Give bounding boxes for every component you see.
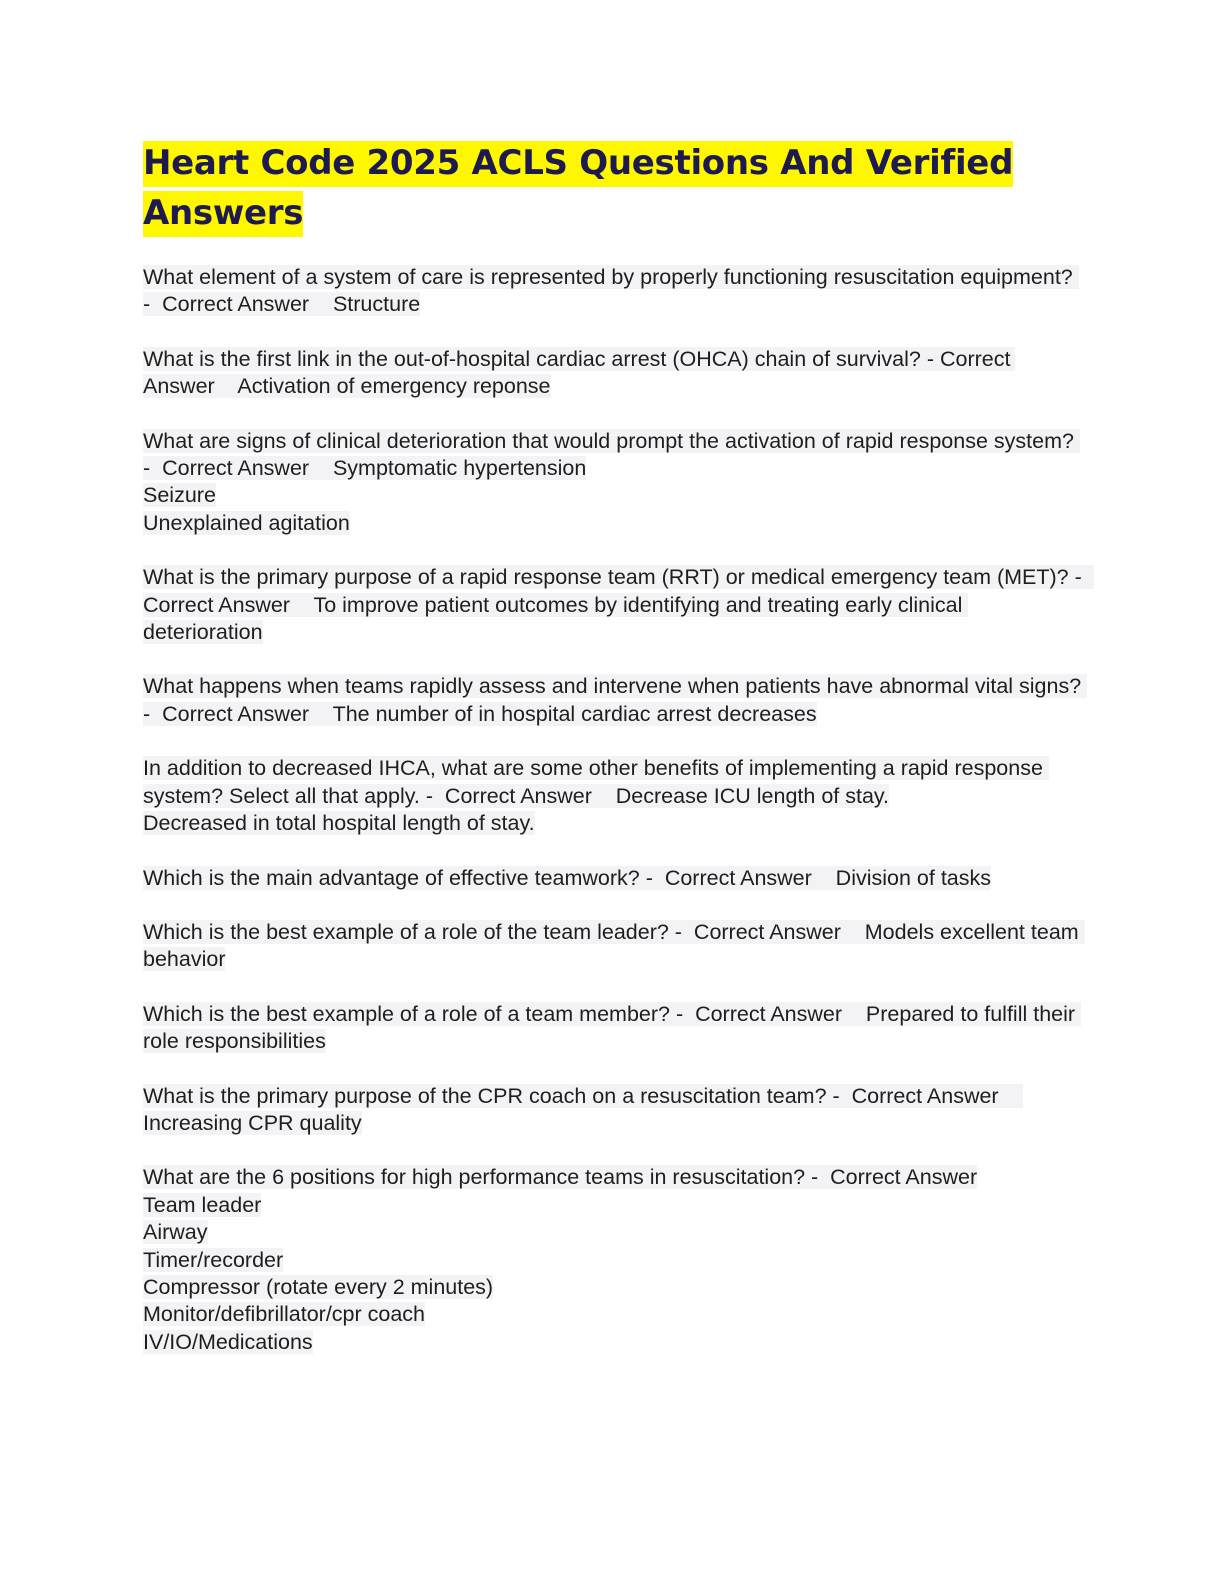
document-page [143, 138, 1094, 1383]
qa-text: What happens when teams rapidly assess and intervene when patients have abnormal vital signs? - Correct Answer The number of in hospital cardiac arrest decreases [143, 674, 1088, 726]
qa-item-7 [143, 865, 1083, 892]
question-answer-list [143, 264, 1094, 1356]
qa-item-6 [143, 755, 1083, 837]
qa-item-4 [143, 564, 1094, 646]
qa-text: In addition to decreased IHCA, what are some other benefits of implementing a rapid response system? Select all that apply. - Correct Answer Decrease ICU length of stay. Decreased in total hospital length of stay. [143, 756, 1049, 835]
qa-text: Which is the main advantage of effective teamwork? - Correct Answer Division of tasks [143, 865, 992, 890]
qa-text: Which is the best example of a role of the team leader? - Correct Answer Models excellent team behavior [143, 919, 1085, 972]
title-highlight: Heart Code 2025 ACLS Questions And Verified Answers [143, 141, 1013, 237]
qa-item-9 [143, 1001, 1083, 1056]
qa-text: What are the 6 positions for high performance teams in resuscitation? - Correct Answer Team leader Airway Timer/recorder Compressor (rotate every 2 minutes) Monitor/defibrillator/cpr coach IV/IO/Medications [143, 1165, 978, 1354]
qa-item-3 [143, 428, 1083, 538]
qa-item-2 [143, 346, 1083, 401]
qa-text: What is the primary purpose of a rapid response team (RRT) or medical emergency team (MET)? - Correct Answer To improve patient outcomes by identifying and treating early clinical deterioration [143, 565, 1094, 645]
qa-text: Which is the best example of a role of a team member? - Correct Answer Prepared to fulfill their role responsibilities [143, 1001, 1082, 1054]
qa-item-1 [143, 264, 1083, 319]
qa-item-11 [143, 1164, 1083, 1356]
qa-text: What is the first link in the out-of-hospital cardiac arrest (OHCA) chain of survival? - Correct Answer Activation of emergency reponse [143, 346, 1016, 399]
document-title [143, 138, 1083, 238]
qa-item-8 [143, 919, 1083, 974]
qa-text: What element of a system of care is represented by properly functioning resuscitation equipment? - Correct Answer Structure [143, 265, 1079, 317]
qa-text: What is the primary purpose of the CPR coach on a resuscitation team? - Correct Answer Increasing CPR quality [143, 1083, 1023, 1135]
qa-item-5 [143, 673, 1088, 728]
qa-text: What are signs of clinical deterioration that would prompt the activation of rapid response system? - Correct Answer Symptomatic hypertension Seizure Unexplained agitation [143, 429, 1080, 535]
qa-item-10 [143, 1083, 1083, 1138]
